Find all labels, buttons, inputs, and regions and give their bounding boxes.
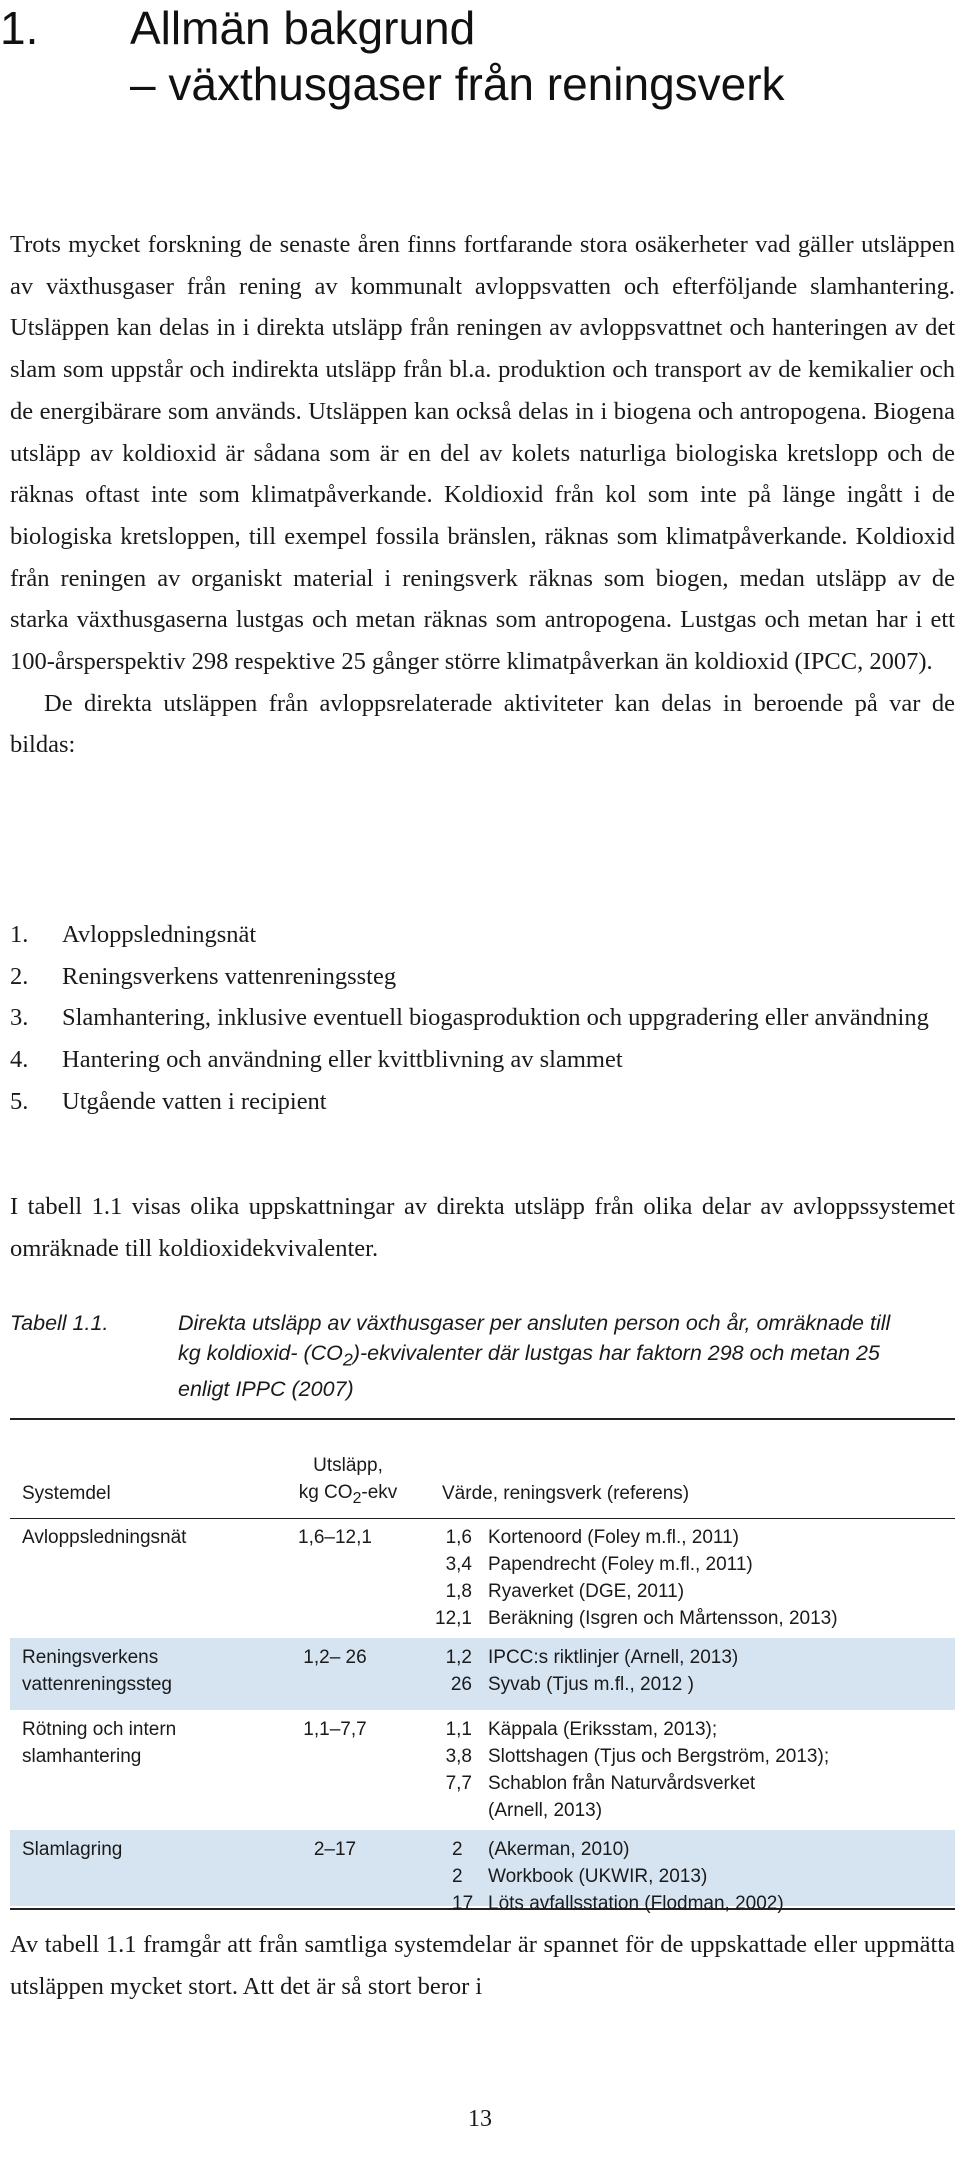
header-utslapp-subscript: 2 [352, 1489, 362, 1507]
value-line [422, 1863, 952, 1890]
cell-values [422, 1716, 952, 1824]
value-number: 17 [452, 1893, 474, 1914]
list-item [10, 1081, 955, 1123]
header-utslapp-unit-a: kg CO [298, 1482, 353, 1503]
value-line [422, 1671, 952, 1698]
cell-range: 1,2– 26 [303, 1647, 367, 1668]
value-number: 1,2 [445, 1647, 472, 1668]
cell-values [422, 1524, 952, 1632]
list-item [10, 956, 955, 998]
value-number: 2 [452, 1839, 463, 1860]
value-reference: Käppala (Eriksstam, 2013); [488, 1719, 718, 1740]
value-number: 3,4 [445, 1554, 472, 1575]
table-header [10, 1420, 955, 1519]
caption-text-part-a: Direkta utsläpp av växthusgaser per ansluten person och år, omräknade till kg koldioxid- (CO [178, 1311, 891, 1365]
header-utslapp-unit-b: -ekv [361, 1482, 398, 1503]
value-reference: Slottshagen (Tjus och Bergström, 2013); [488, 1746, 830, 1767]
value-line [422, 1770, 952, 1797]
table-row [10, 1518, 955, 1638]
cell-range: 1,6–12,1 [298, 1527, 372, 1548]
list-item-number: 2. [10, 962, 29, 990]
header-varde: Värde, reningsverk (referens) [442, 1483, 690, 1504]
value-reference: Beräkning (Isgren och Mårtensson, 2013) [488, 1608, 838, 1629]
value-number: 1,6 [445, 1527, 472, 1548]
cell-values [422, 1644, 952, 1698]
value-number: 1,1 [445, 1719, 472, 1740]
value-line [422, 1716, 952, 1743]
value-line [422, 1524, 952, 1551]
cell-systemdel: Slamlagring [22, 1839, 123, 1860]
value-reference: Löts avfallsstation (Flodman, 2002) [488, 1893, 784, 1914]
header-utslapp [278, 1452, 418, 1512]
chapter-number: 1. [0, 2, 39, 54]
value-number [422, 1797, 472, 1824]
value-line [422, 1578, 952, 1605]
intro-paragraph-2: De direkta utsläppen från avloppsrelaterade aktiviteter kan delas in beroende på var de bildas: [10, 689, 955, 759]
value-reference: IPCC:s riktlinjer (Arnell, 2013) [488, 1647, 739, 1668]
list-item [10, 997, 955, 1039]
table-intro-paragraph: I tabell 1.1 visas olika uppskattningar av direkta utsläpp från olika delar av avloppssystemet omräknade till koldioxidekvivalenter. [10, 1193, 955, 1262]
table-row [10, 1638, 955, 1710]
value-line [422, 1890, 952, 1917]
list-item [10, 1039, 955, 1081]
table-caption-label: Tabell 1.1. [10, 1311, 109, 1335]
table-caption-text [178, 1308, 918, 1404]
page-number: 13 [468, 2106, 492, 2132]
value-number: 12,1 [435, 1608, 472, 1629]
table-row [10, 1830, 955, 1914]
intro-text [10, 224, 955, 766]
list-item-number: 4. [10, 1046, 29, 1074]
cell-range: 2–17 [313, 1839, 357, 1860]
list-item-number: 3. [10, 1004, 29, 1032]
cell-systemdel: Rötning och intern slamhantering [22, 1719, 177, 1767]
intro-paragraph-1: Trots mycket forskning de senaste åren finns fortfarande stora osäkerheter vad gäller utsläppen av växthusgaser från rening av kommunalt avloppsvatten och efterföljande slamhantering. Utsläppen kan delas in i direkta utsläpp från reningen av avloppsvattnet och hanteringen av det slam som uppstår och indirekta utsläpp från bl.a. produktion och transport av de kemikalier och de energibärare som används. Utsläppen kan också delas in i biogena och antropogena. Biogena utsläpp av koldioxid är sådana som är en del av kolets naturliga biologiska kretslopp och de räknas oftast inte som klimatpåverkande. Koldioxid från kol som inte på länge ingått i de biologiska kretsloppen, till exempel fossila bränslen, räknas som klimatpåverkande. Koldioxid från reningen av organiskt material i reningsverk räknas som biogen, medan utsläpp av de starka växthusgaserna lustgas och metan räknas som antropogena. Lustgas och metan har i ett 100-årsperspektiv 298 respektive 25 gånger större klimatpåverkan än koldioxid (IPCC, 2007). [10, 231, 955, 676]
value-reference: Kortenoord (Foley m.fl., 2011) [488, 1527, 739, 1548]
value-reference: Papendrecht (Foley m.fl., 2011) [488, 1554, 753, 1575]
value-number: 26 [450, 1674, 472, 1695]
list-item-text: Slamhantering, inklusive eventuell biogasproduktion och uppgradering eller användning [62, 1004, 929, 1032]
caption-subscript: 2 [342, 1349, 353, 1370]
value-number: 7,7 [445, 1773, 472, 1794]
table-row [10, 1710, 955, 1830]
value-line [422, 1644, 952, 1671]
value-reference: Syvab (Tjus m.fl., 2012 ) [488, 1674, 694, 1695]
cell-systemdel: Avloppsledningsnät [22, 1527, 187, 1548]
header-utslapp-line-1: Utsläpp, [313, 1455, 383, 1476]
cell-values [422, 1836, 952, 1917]
cell-range: 1,1–7,7 [303, 1719, 367, 1740]
value-number: 2 [452, 1866, 463, 1887]
value-number: 3,8 [445, 1746, 472, 1767]
list-item-number: 5. [10, 1087, 29, 1115]
value-reference: Ryaverket (DGE, 2011) [488, 1581, 685, 1602]
emission-sources-list [10, 914, 955, 1123]
header-systemdel: Systemdel [22, 1483, 111, 1504]
list-item-text: Reningsverkens vattenreningssteg [62, 962, 397, 990]
closing-paragraph: Av tabell 1.1 framgår att från samtliga systemdelar är spannet för de uppskattade eller uppmätta utsläppen mycket stort. Att det är så stort beror i [10, 1931, 955, 2000]
chapter-title-line-2: – växthusgaser från reningsverk [130, 58, 785, 110]
value-reference: Workbook (UKWIR, 2013) [488, 1866, 708, 1887]
value-line [422, 1551, 952, 1578]
list-item [10, 914, 955, 956]
value-line [422, 1836, 952, 1863]
value-number: 1,8 [445, 1581, 472, 1602]
caption-text-part-b: )-ekvivalenter där lustgas har faktorn 298 och metan 25 enligt IPPC (2007) [178, 1341, 880, 1402]
list-item-text: Avloppsledningsnät [62, 921, 257, 948]
list-item-text: Utgående vatten i recipient [62, 1087, 327, 1115]
value-line [422, 1605, 952, 1632]
value-line [422, 1797, 952, 1824]
value-line [422, 1743, 952, 1770]
value-reference: (Akerman, 2010) [488, 1839, 630, 1860]
emissions-table [10, 1418, 955, 1914]
list-item-text: Hantering och användning eller kvittblivning av slammet [62, 1046, 623, 1074]
value-reference: (Arnell, 2013) [488, 1800, 603, 1821]
value-reference: Schablon från Naturvårdsverket [488, 1773, 756, 1794]
cell-systemdel: Reningsverkens vattenreningssteg [22, 1647, 172, 1695]
chapter-title-line-1: Allmän bakgrund [130, 2, 476, 54]
list-item-number: 1. [10, 921, 29, 948]
